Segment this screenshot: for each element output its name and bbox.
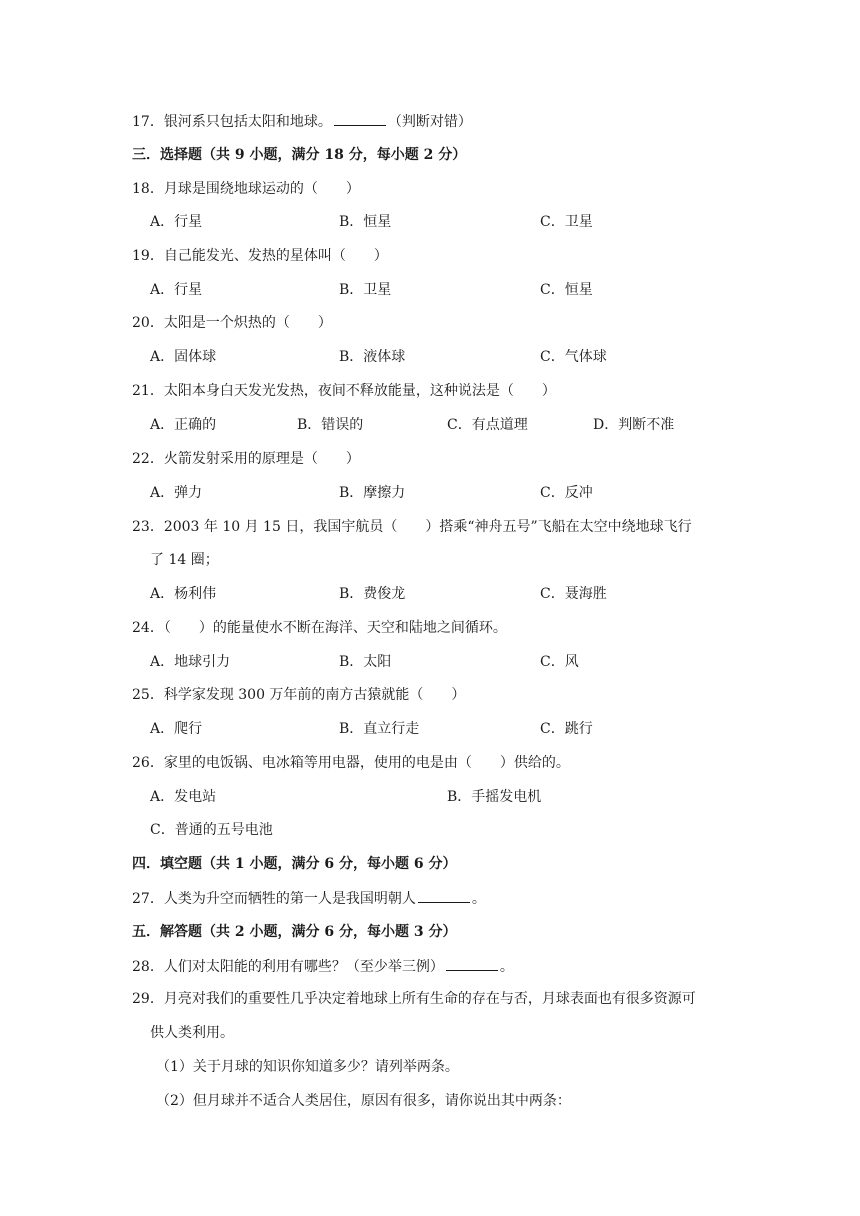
question-22-options xyxy=(150,483,750,503)
option-b[interactable]: B．错误的 xyxy=(297,417,364,433)
question-27-suffix: 。 xyxy=(471,891,486,907)
question-17-text: 17．银河系只包括太阳和地球。 xyxy=(132,114,332,130)
question-24-options xyxy=(150,652,750,672)
question-29-stem: 29．月亮对我们的重要性几乎决定着地球上所有生命的存在与否，月球表面也有很多资源可 xyxy=(132,991,696,1007)
option-a[interactable]: A．固体球 xyxy=(150,349,217,365)
question-28 xyxy=(132,956,514,977)
question-29-sub-2: （2）但月球并不适合人类居住，原因有很多，请你说出其中两条： xyxy=(156,1093,571,1109)
question-17-suffix: （判断对错） xyxy=(387,114,472,130)
answer-blank[interactable] xyxy=(334,111,386,126)
answer-blank[interactable] xyxy=(446,956,498,971)
option-c[interactable]: C．恒星 xyxy=(540,282,593,298)
question-29-sub-1: （1）关于月球的知识你知道多少？请列举两条。 xyxy=(156,1059,459,1075)
option-c[interactable]: C．卫星 xyxy=(540,214,593,230)
question-25-options xyxy=(150,719,750,739)
option-c[interactable]: C．聂海胜 xyxy=(540,586,607,602)
question-28-text: 28．人们对太阳能的利用有哪些？（至少举三例） xyxy=(132,959,444,975)
question-26-stem: 26．家里的电饭锅、电冰箱等用电器，使用的电是由（ ）供给的。 xyxy=(132,755,570,771)
option-b[interactable]: B．手摇发电机 xyxy=(447,789,542,805)
question-21-options xyxy=(150,415,750,435)
question-20-stem: 20．太阳是一个炽热的（ ） xyxy=(132,315,332,331)
question-19-stem: 19．自己能发光、发热的星体叫（ ） xyxy=(132,248,388,264)
question-18-stem: 18．月球是围绕地球运动的（ ） xyxy=(132,181,360,197)
option-a[interactable]: A．弹力 xyxy=(150,485,203,501)
option-a[interactable]: A．发电站 xyxy=(150,789,217,805)
option-b[interactable]: B．恒星 xyxy=(339,214,392,230)
option-a[interactable]: A．行星 xyxy=(150,282,203,298)
question-26-options-row2 xyxy=(150,820,750,840)
question-21-stem: 21．太阳本身白天发光发热，夜间不释放能量，这种说法是（ ） xyxy=(132,383,556,399)
option-a[interactable]: A．正确的 xyxy=(150,417,217,433)
option-c[interactable]: C．有点道理 xyxy=(447,417,528,433)
section-heading-fill-in: 四．填空题（共 1 小题，满分 6 分，每小题 6 分） xyxy=(132,856,457,872)
section-heading-choice: 三．选择题（共 9 小题，满分 18 分，每小题 2 分） xyxy=(132,147,467,163)
question-27-text: 27．人类为升空而牺牲的第一人是我国明朝人 xyxy=(132,891,416,907)
answer-blank[interactable] xyxy=(418,888,470,903)
option-c[interactable]: C．气体球 xyxy=(540,349,607,365)
question-26-options xyxy=(150,787,750,807)
option-c[interactable]: C．反冲 xyxy=(540,485,593,501)
question-25-stem: 25．科学家发现 300 万年前的南方古猿就能（ ） xyxy=(132,687,466,703)
question-23-stem-continued: 了 14 圈； xyxy=(150,552,219,568)
option-b[interactable]: B．液体球 xyxy=(339,349,406,365)
option-c[interactable]: C．普通的五号电池 xyxy=(150,822,273,838)
option-d[interactable]: D．判断不准 xyxy=(593,417,675,433)
question-23-stem: 23．2003 年 10 月 15 日，我国宇航员（ ）搭乘“神舟五号”飞船在太空中绕地球飞行 xyxy=(132,519,692,535)
option-a[interactable]: A．爬行 xyxy=(150,721,203,737)
question-27 xyxy=(132,888,486,909)
option-b[interactable]: B．太阳 xyxy=(339,654,392,670)
option-b[interactable]: B．摩擦力 xyxy=(339,485,406,501)
option-b[interactable]: B．卫星 xyxy=(339,282,392,298)
option-a[interactable]: A．杨利伟 xyxy=(150,586,217,602)
question-23-options xyxy=(150,584,750,604)
option-c[interactable]: C．跳行 xyxy=(540,721,593,737)
question-24-stem: 24．（ ）的能量使水不断在海洋、天空和陆地之间循环。 xyxy=(132,620,507,636)
question-28-suffix: 。 xyxy=(499,959,514,975)
question-19-options xyxy=(150,280,750,300)
option-a[interactable]: A．地球引力 xyxy=(150,654,231,670)
question-20-options xyxy=(150,347,750,367)
section-heading-answer: 五．解答题（共 2 小题，满分 6 分，每小题 3 分） xyxy=(132,924,457,940)
question-17 xyxy=(132,111,472,132)
option-b[interactable]: B．直立行走 xyxy=(339,721,420,737)
option-a[interactable]: A．行星 xyxy=(150,214,203,230)
question-22-stem: 22．火箭发射采用的原理是（ ） xyxy=(132,451,360,467)
question-18-options xyxy=(150,212,750,232)
question-29-stem-continued: 供人类利用。 xyxy=(150,1025,234,1041)
option-b[interactable]: B．费俊龙 xyxy=(339,586,406,602)
option-c[interactable]: C．风 xyxy=(540,654,579,670)
